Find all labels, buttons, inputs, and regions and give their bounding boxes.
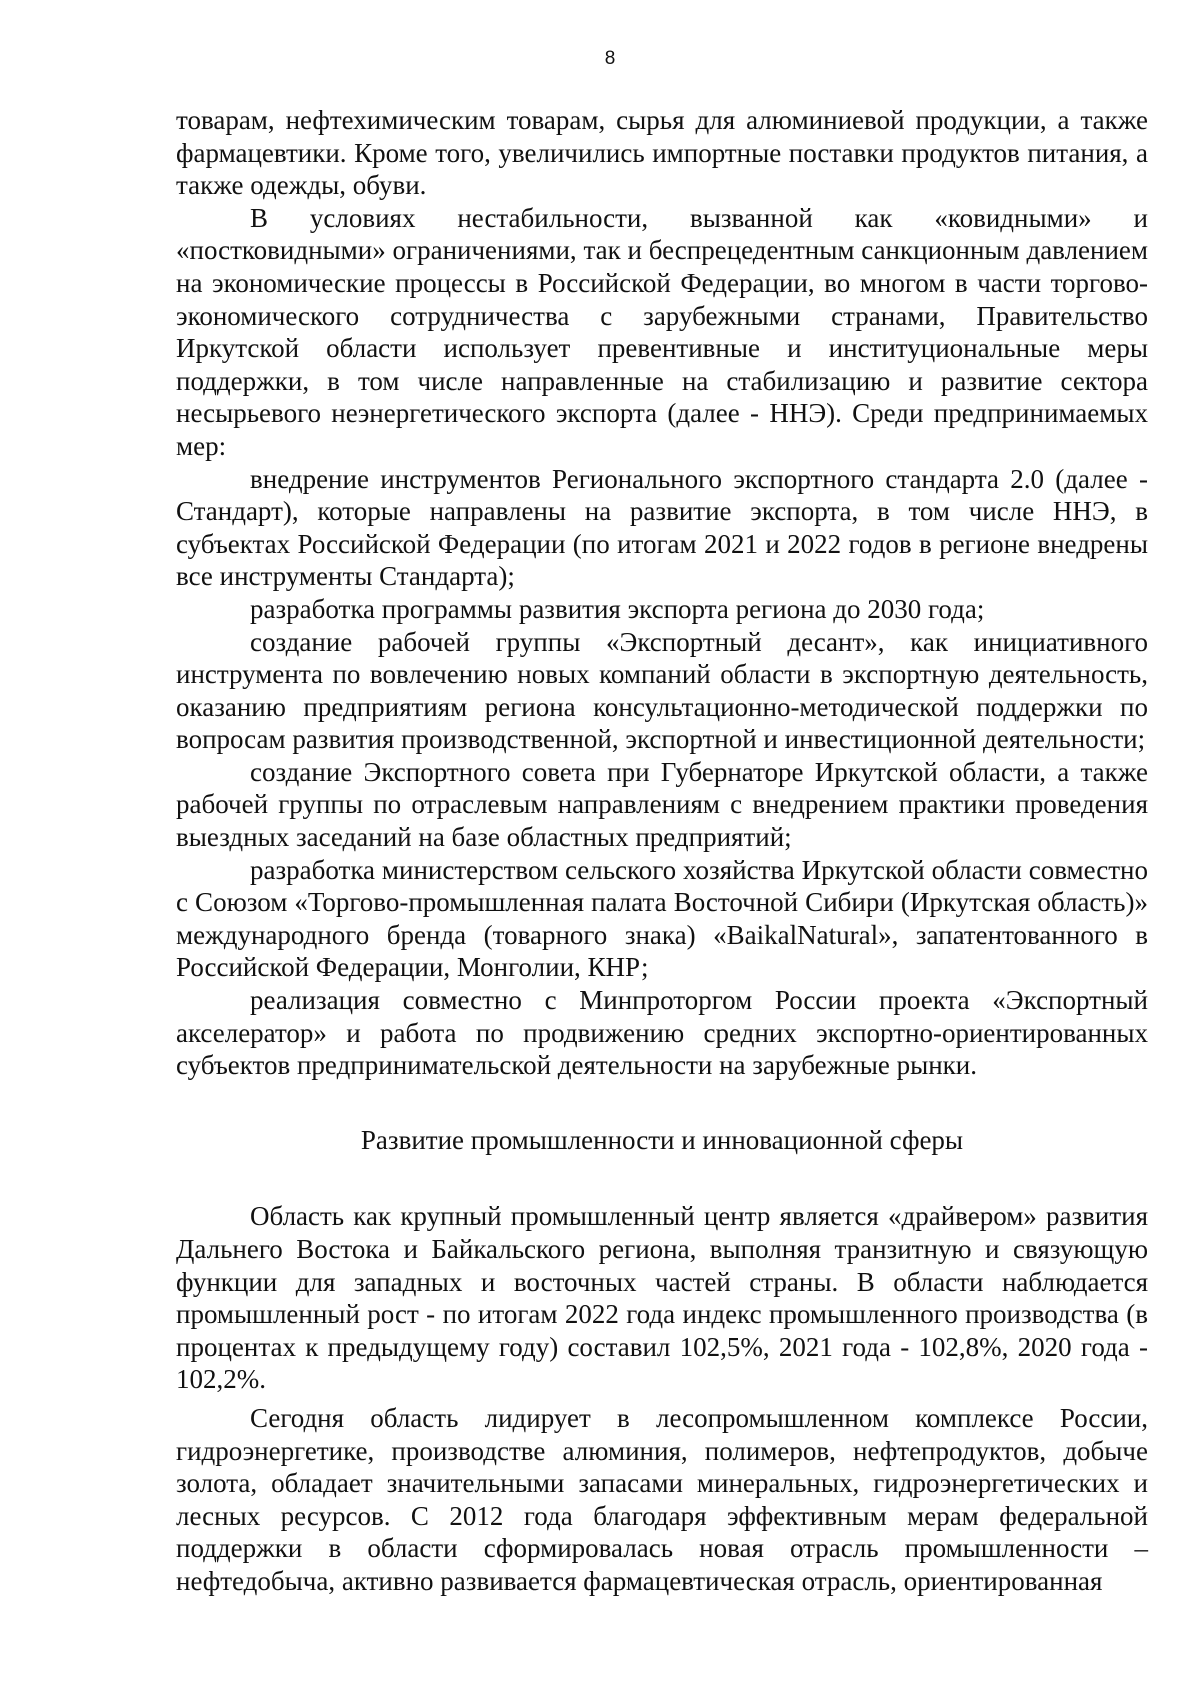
- paragraph-export-measures-intro: В условиях нестабильности, вызванной как «ковидными» и «постковидными» ограничениями, так и беспрецедентным санкционным давлением на экономические процессы в Российской Федерации, во многом в части торгово-экономического сотрудничества с зарубежными странами, Правительство Иркутской области использует превентивные и институциональные меры поддержки, в том числе направленные на стабилизацию и развитие сектора несырьевого неэнергетического экспорта (далее - ННЭ). Среди предпринимаемых мер:: [176, 202, 1148, 461]
- paragraph-export-landing-group: создание рабочей группы «Экспортный десант», как инициативного инструмента по вовлечению новых компаний области в экспортную деятельность, оказанию предприятиям региона консультационно-методической поддержки по вопросам развития производственной, экспортной и инвестиционной деятельности;: [176, 626, 1148, 755]
- paragraph-industrial-center: Область как крупный промышленный центр является «драйвером» развития Дальнего Востока и Байкальского региона, выполняя транзитную и связующую функции для западных и восточных частей страны. В области наблюдается промышленный рост - по итогам 2022 года индекс промышленного производства (в процентах к предыдущему году) составил 102,5%, 2021 года - 102,8%, 2020 года - 102,2%.: [176, 1201, 1148, 1395]
- paragraph-baikal-natural-brand: разработка министерством сельского хозяйства Иркутской области совместно с Союзом «Торгово-промышленная палата Восточной Сибири (Иркутская область)» международного бренда (товарного знака) «BaikalNatural», запатентованного в Российской Федерации, Монголии, КНР;: [176, 854, 1148, 983]
- page-number: 8: [604, 48, 616, 69]
- section-heading: Развитие промышленности и инновационной сферы: [360, 1124, 964, 1155]
- paragraph-industry-leadership: Сегодня область лидирует в лесопромышленном комплексе России, гидроэнергетике, производстве алюминия, полимеров, нефтепродуктов, добыче золота, обладает значительными запасами минеральных, гидроэнергетических и лесных ресурсов. С 2012 года благодаря эффективным мерам федеральной поддержки в области сформировалась новая отрасль промышленности – нефтедобыча, активно развивается фармацевтическая отрасль, ориентированная: [176, 1402, 1148, 1596]
- document-body: [176, 104, 1148, 1598]
- paragraph-export-accelerator: реализация совместно с Минпроторгом России проекта «Экспортный акселератор» и работа по продвижению средних экспортно-ориентированных субъектов предпринимательской деятельности на зарубежные рынки.: [176, 985, 1148, 1081]
- paragraph-export-council: создание Экспортного совета при Губернаторе Иркутской области, а также рабочей группы по отраслевым направлениям с внедрением практики проведения выездных заседаний на базе областных предприятий;: [176, 756, 1148, 853]
- paragraph-export-program: разработка программы развития экспорта региона до 2030 года;: [250, 593, 985, 624]
- paragraph-export-standard: внедрение инструментов Регионального экспортного стандарта 2.0 (далее - Стандарт), которые направлены на развитие экспорта, в том числе ННЭ, в субъектах Российской Федерации (по итогам 2021 и 2022 годов в регионе внедрены все инструменты Стандарта);: [176, 463, 1148, 592]
- paragraph-continuation: товарам, нефтехимическим товарам, сырья для алюминиевой продукции, а также фармацевтики. Кроме того, увеличились импортные поставки продуктов питания, а также одежды, обуви.: [176, 105, 1148, 201]
